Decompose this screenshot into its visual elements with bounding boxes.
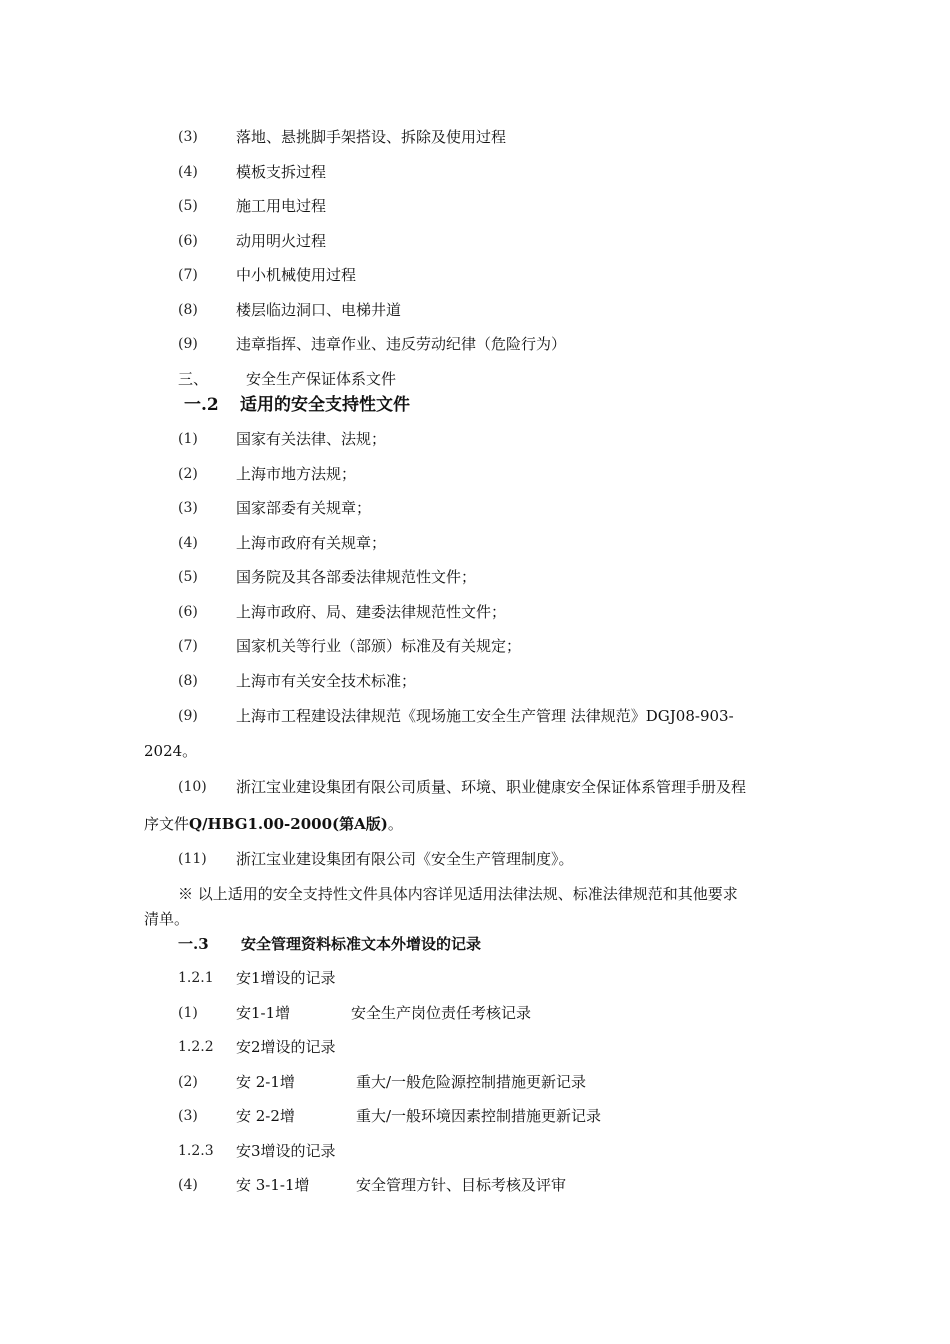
list-number: (6)	[178, 233, 198, 249]
list-number: (10)	[178, 779, 207, 795]
list-item-text: 国家机关等行业（部颁）标准及有关规定；	[236, 637, 522, 655]
heading-number: 一.2	[184, 395, 219, 415]
list-number: (1)	[178, 431, 198, 447]
note-text: ※ 以上适用的安全支持性文件具体内容详见适用法律法规、标准法律规范和其他要求	[178, 885, 738, 903]
note-text-continued: 清单。	[144, 910, 190, 928]
list-item-text: 上海市工程建设法律规范《现场施工安全生产管理 法律规范》DGJ08-903-	[236, 707, 734, 725]
list-number: (4)	[178, 1177, 198, 1193]
list-number: (4)	[178, 535, 198, 551]
standard-code: Q/HBG1.00-2000(第A版)	[189, 815, 388, 833]
record-code: 安 2-1增	[236, 1073, 295, 1091]
section-title: 安全生产保证体系文件	[246, 370, 397, 388]
list-item-text: 模板支拆过程	[236, 163, 327, 181]
heading-title: 安全管理资料标准文本外增设的记录	[241, 935, 482, 953]
list-number: (7)	[178, 638, 198, 654]
list-number: (8)	[178, 673, 198, 689]
list-number: (11)	[178, 851, 207, 867]
list-item-text: 上海市地方法规；	[236, 465, 357, 483]
list-item-text: 落地、悬挑脚手架搭设、拆除及使用过程	[236, 128, 507, 146]
list-item-text: 中小机械使用过程	[236, 266, 357, 284]
record-code: 安1-1增	[236, 1004, 291, 1022]
heading-number: 一.3	[178, 935, 209, 953]
list-number: (3)	[178, 1108, 198, 1124]
list-item-text: 上海市政府有关规章；	[236, 534, 387, 552]
list-number: (4)	[178, 164, 198, 180]
subsection-number: 1.2.3	[178, 1143, 214, 1159]
record-title: 安全管理方针、目标考核及评审	[356, 1176, 567, 1194]
list-item-text: 动用明火过程	[236, 232, 327, 250]
record-title: 重大/一般环境因素控制措施更新记录	[356, 1107, 602, 1125]
list-item-text: 国务院及其各部委法律规范性文件；	[236, 568, 477, 586]
text-part: 序文件	[144, 815, 190, 833]
record-code: 安 2-2增	[236, 1107, 295, 1125]
record-title: 重大/一般危险源控制措施更新记录	[356, 1073, 587, 1091]
list-number: (2)	[178, 1074, 198, 1090]
list-item-text: 国家部委有关规章；	[236, 499, 372, 517]
list-item-text-continued	[144, 814, 403, 834]
list-item-text: 国家有关法律、法规；	[236, 430, 387, 448]
heading-title: 适用的安全支持性文件	[240, 395, 410, 415]
list-item-text: 违章指挥、违章作业、违反劳动纪律（危险行为）	[236, 335, 567, 353]
list-item-text: 楼层临边洞口、电梯井道	[236, 301, 402, 319]
text-part: 。	[387, 815, 403, 833]
subsection-number: 1.2.2	[178, 1039, 214, 1055]
list-number: (7)	[178, 267, 198, 283]
list-number: (2)	[178, 466, 198, 482]
subsection-title: 安2增设的记录	[236, 1038, 336, 1056]
subsection-title: 安1增设的记录	[236, 969, 336, 987]
subsection-title: 安3增设的记录	[236, 1142, 336, 1160]
list-item-text: 浙江宝业建设集团有限公司质量、环境、职业健康安全保证体系管理手册及程	[236, 778, 747, 796]
list-number: (1)	[178, 1005, 198, 1021]
list-number: (5)	[178, 569, 198, 585]
list-number: (9)	[178, 708, 198, 724]
list-item-text: 上海市政府、局、建委法律规范性文件；	[236, 603, 507, 621]
list-number: (3)	[178, 129, 198, 145]
list-item-text: 施工用电过程	[236, 197, 327, 215]
record-title: 安全生产岗位责任考核记录	[351, 1004, 532, 1022]
list-number: (9)	[178, 336, 198, 352]
subsection-number: 1.2.1	[178, 970, 214, 986]
section-number: 三、	[178, 370, 209, 388]
list-number: (3)	[178, 500, 198, 516]
list-item-text: 上海市有关安全技术标准；	[236, 672, 417, 690]
list-item-text: 浙江宝业建设集团有限公司《安全生产管理制度》。	[236, 850, 574, 868]
list-number: (6)	[178, 604, 198, 620]
list-item-text-continued: 2024。	[144, 742, 198, 760]
list-number: (5)	[178, 198, 198, 214]
record-code: 安 3-1-1增	[236, 1176, 310, 1194]
list-number: (8)	[178, 302, 198, 318]
